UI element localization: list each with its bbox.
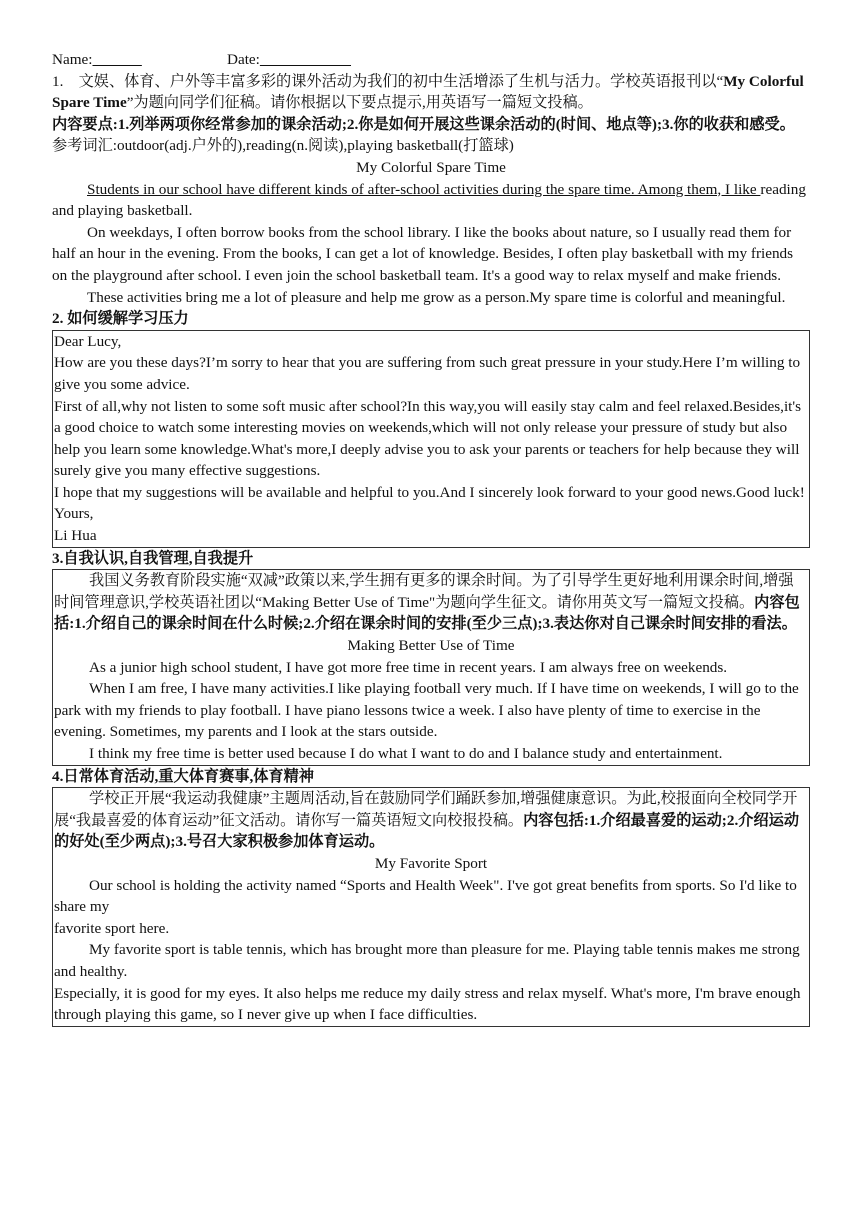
s1-para-2: On weekdays, I often borrow books from the school library. I like the books about nature, so I usually read them for half an hour in the evening. From the books, I can get a lot of knowledge. Besides, I often play basketball with my friends on the playground after school. I even join the school basketball team. It's a good way to relax myself and make friends. [52, 223, 794, 284]
s2-para-3: I hope that my suggestions will be available and helpful to you.And I sincerely look forward to your good news.Good luck! [54, 483, 805, 501]
s3-essay-box [52, 569, 810, 765]
date-blank [260, 51, 351, 68]
s1-points: 内容要点:1.列举两项你经常参加的课余活动;2.你是如何开展这些课余活动的(时间、地点等);3.你的收获和感受。 [52, 115, 795, 133]
name-label: Name: [52, 51, 93, 68]
s4-para-2: My favorite sport is table tennis, which has brought more than pleasure for me. Playing table tennis makes me strong and healthy. [54, 941, 800, 980]
s3-prompt-line [54, 570, 808, 635]
s2-greeting: Dear Lucy, [54, 332, 122, 350]
s1-intro-a: 文娱、体育、户外等丰富多彩的课外活动为我们的初中生活增添了生机与活力。学校英语报刊以“ [78, 72, 724, 90]
s4-essay-title: My Favorite Sport [374, 854, 488, 872]
s4-para-1b: favorite sport here. [54, 919, 170, 937]
s1-para-3: These activities bring me a lot of pleasure and help me grow as a person.My spare time is colorful and meaningful. [87, 288, 786, 306]
s3-para-2: When I am free, I have many activities.I like playing football very much. If I have time on weekends, I will go to the park with my friends to play football. I have piano lessons twice a week. I also have plenty of time to exercise in the evening. Sometimes, my parents and I look at the stars outside. [54, 680, 799, 741]
s4-para-1a: Our school is holding the activity named “Sports and Health Week". I've got great benefits from sports. So I'd like to share my [54, 876, 797, 916]
s2-heading: 2. 如何缓解学习压力 [52, 310, 189, 328]
s1-para-1-underlined: Students in our school have different kinds of after-school activities during the spare time. Among them, I like [87, 180, 761, 198]
s4-prompt: 学校正开展“我运动我健康”主题周活动,旨在鼓励同学们踊跃参加,增强健康意识。为此,校报面向全校同学开展“我最喜爱的体育运动”征文活动。请你写一篇英语短文向校报投稿。 [54, 790, 798, 829]
s1-topic: My Colorful Spare Time [52, 72, 804, 112]
s1-number: 1. [52, 72, 64, 90]
s2-closing: Yours, [54, 505, 94, 523]
s3-heading: 3.自我认识,自我管理,自我提升 [52, 549, 254, 567]
s3-prompt: 我国义务教育阶段实施“双减”政策以来,学生拥有更多的课余时间。为了引导学生更好地利用课余时间,增强时间管理意识,学校英语社团以“Making Better Use of Time"为题向学生征文。请你用英文写一篇短文投稿。 [54, 572, 794, 611]
s2-signature: Li Hua [54, 527, 97, 545]
s3-essay-title: Making Better Use of Time [347, 637, 515, 655]
s1-prompt [52, 71, 810, 114]
date-label: Date: [227, 51, 260, 68]
s1-vocab: 参考词汇:outdoor(adj.户外的),reading(n.阅读),playing basketball(打篮球) [52, 137, 514, 155]
s1-para-1 [52, 179, 810, 222]
date-field [227, 49, 351, 71]
s2-letter-box [52, 330, 810, 548]
s1-points-line [52, 114, 810, 157]
header-line [52, 49, 810, 71]
worksheet [52, 49, 810, 1027]
s4-essay-box [52, 787, 810, 1027]
s2-para-1: How are you these days?I’m sorry to hear that you are suffering from such great pressure in your study.Here I’m willing to give you some advice. [54, 354, 801, 393]
s4-para-3: Especially, it is good for my eyes. It also helps me reduce my daily stress and relax myself. What's more, I'm brave enough through playing this game, so I never give up when I face difficulties. [54, 984, 801, 1024]
name-blank [92, 51, 141, 68]
name-field [52, 49, 227, 71]
s4-heading: 4.日常体育活动,重大体育赛事,体育精神 [52, 767, 314, 785]
s3-points: 内容包括:1.介绍自己的课余时间在什么时候;2.介绍在课余时间的安排(至少三点);3.表达你对自己课余时间安排的看法。 [54, 593, 800, 633]
s1-para-1-rest: reading and playing basketball. [52, 180, 806, 220]
s1-essay-title: My Colorful Spare Time [356, 158, 506, 176]
s3-para-1: As a junior high school student, I have got more free time in recent years. I am always free on weekends. [89, 658, 728, 676]
s3-para-3: I think my free time is better used because I do what I want to do and I balance study and entertainment. [89, 745, 723, 762]
s1-intro-b: ”为题向同学们征稿。请你根据以下要点提示,用英语写一篇短文投稿。 [126, 94, 593, 112]
s2-para-2: First of all,why not listen to some soft music after school?In this way,you will easily stay calm and feel relaxed.Besides,it's a good choice to watch some interesting movies on weekends,which will not only release your pressure of study but also help you learn some knowledge.What's more,I deeply advise you to ask your parents or teachers for help because they will surely give you many effective suggestions. [54, 397, 802, 480]
s4-points: 内容包括:1.介绍最喜爱的运动;2.介绍运动的好处(至少两点);3.号召大家积极参加体育运动。 [54, 811, 800, 851]
s4-prompt-line [54, 788, 808, 853]
